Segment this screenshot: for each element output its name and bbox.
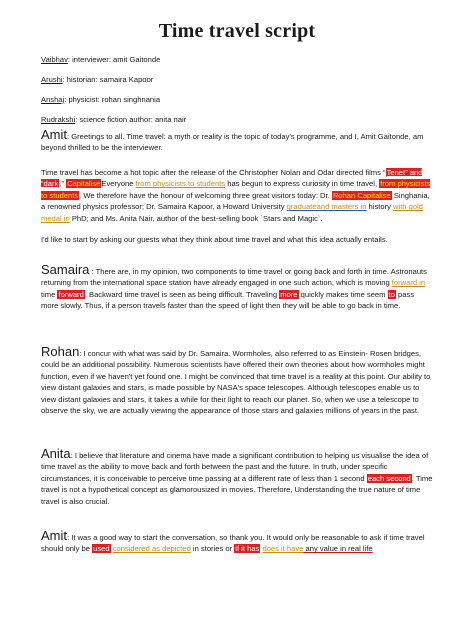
- highlight-mark: used: [93, 544, 110, 554]
- speaker-name: Samaira: [41, 262, 90, 277]
- paragraph-text: : I concur with what was said by Dr. Samaira. Wormholes, also referred to as Einstein- Rosen bridges, could be an additional possibility. Numerous scientists have offered their own theories about how wormholes might function, even if we haven't yet found one. I might be convinced that time travel is a reality at this point. Our ability to view distant galaxies and stars, is made possible by NASA's space telescopes. Although telescopes enable us to view distant galaxies and stars, it takes a while for their light to reach our planet. So, when we use a telescope to observe the sky, we are actually viewing the appearance of those stars and galaxies millions of years in the past.: [41, 349, 431, 416]
- insertion-mark: from physicists to students: [135, 179, 226, 189]
- paragraph-text: PhD; and Ms. Anita Nair, author of the best-selling book `Stars and Magic`.: [69, 213, 323, 223]
- cast-entry: [41, 75, 186, 95]
- rohan-paragraph: [41, 346, 433, 416]
- paragraph-text: time: [41, 289, 58, 299]
- cast-role: : physicist: rohan singhnania: [64, 95, 161, 104]
- highlight-mark: if it has: [235, 544, 260, 554]
- cast-name: Anshaj: [41, 95, 65, 104]
- cast-name: Rudrakshi: [41, 115, 76, 124]
- cast-role: : interviewer: amit Gaitonde: [67, 55, 161, 64]
- paragraph-text: has begun to express curiosity in time travel,: [225, 179, 380, 189]
- highlight-mark: more: [280, 289, 298, 299]
- highlight-mark: Capitalise: [67, 179, 101, 189]
- highlight-mark: to: [388, 289, 395, 299]
- highlight-mark: Rohan Capitalise: [332, 190, 391, 200]
- paragraph-text: Singhania, a renowned physics professor; Dr. Samaira Kapoor, a Howard University: [41, 190, 430, 212]
- cast-list: [41, 55, 186, 135]
- highlight-mark: forward: [58, 289, 84, 299]
- amit-intro-paragraph: [41, 129, 433, 154]
- samaira-paragraph: [41, 264, 433, 312]
- paragraph-text: history: [366, 202, 394, 212]
- anita-paragraph: [41, 448, 433, 507]
- cast-role: : historian: samaira Kapoor: [62, 75, 154, 84]
- cast-name: Arushi: [41, 75, 63, 84]
- paragraph-text: : I believe that literature and cinema have made a significant contribution to helping us visualise the idea of time travel as the ability to move back and forth between the past and the future. In truth, under specific circumstances, it is conceivable to perceive time passing at a different rate of less than 1 second: [41, 451, 429, 483]
- cast-role: : science fiction author: anita nair: [75, 115, 187, 124]
- paragraph-text: .”: [59, 179, 67, 189]
- speaker-name: Amit: [41, 528, 67, 543]
- insertion-mark: considered as depicted: [112, 544, 191, 554]
- paragraph-text: : Greetings to all. Time travel: a myth or reality is the topic of today's programme, and I, Amit Gaitonde, am beyond thrilled to be the interviewer.: [41, 132, 424, 153]
- paragraph-text: I'd like to start by asking our guests what they think about time travel and what this idea actually entails.: [41, 235, 388, 244]
- paragraph-text: Time travel has become a hot topic after the release of the Christopher Nolan and Odar directed films “: [41, 168, 386, 177]
- paragraph-text: . Backward time travel is seen as being difficult. Traveling: [84, 289, 280, 299]
- paragraph-text: quickly makes time seem: [298, 289, 388, 299]
- highlight-mark: each second: [367, 473, 411, 483]
- highlight-mark: from physicists to students: [41, 179, 431, 200]
- paragraph-text: in stories or: [190, 544, 235, 554]
- cast-entry: [41, 55, 186, 75]
- paragraph-text: . We therefore have the honour of welcoming three great visitors today: Dr.: [79, 190, 332, 200]
- cast-name: Vaibhav: [41, 55, 68, 64]
- amit-closing-paragraph: [41, 530, 433, 555]
- paragraph-text: : There are, in my opinion, two components to time travel or going back and forth in time. Astronauts returning from the international space station have already engaged in one such action, which is moving: [41, 267, 427, 288]
- amit-context-paragraph: [41, 167, 433, 224]
- cast-entry: [41, 95, 186, 115]
- paragraph-text: . Time travel is not a hypothetical concept as glamorousized in movies. Therefore, Understanding the true nature of time travel is also crucial.: [41, 473, 433, 506]
- insertion-mark: does it have: [262, 544, 304, 554]
- document-title: Time travel script: [158, 20, 316, 42]
- speaker-name: Amit: [41, 127, 67, 142]
- paragraph-text: Everyone: [101, 179, 136, 189]
- speaker-name: Anita: [41, 446, 71, 461]
- highlight-mark: Tenet” and “dark: [41, 168, 423, 189]
- insertion-mark: forward in: [391, 278, 426, 288]
- insertion-mark: graduateand masters in: [286, 202, 367, 212]
- amit-question-paragraph: [41, 234, 433, 245]
- paragraph-text: : It was a good way to start the conversation, so thank you. It would only be reasonable to ask if time travel should only be: [41, 533, 425, 554]
- insertion-mark: with gold medal in: [41, 202, 424, 223]
- paragraph-text: pass more slowly. Thus, if a person travels faster than the speed of light then they will be able to go back in time.: [41, 289, 415, 311]
- speaker-name: Rohan: [41, 344, 80, 359]
- paragraph-text: any value in real life: [303, 544, 373, 554]
